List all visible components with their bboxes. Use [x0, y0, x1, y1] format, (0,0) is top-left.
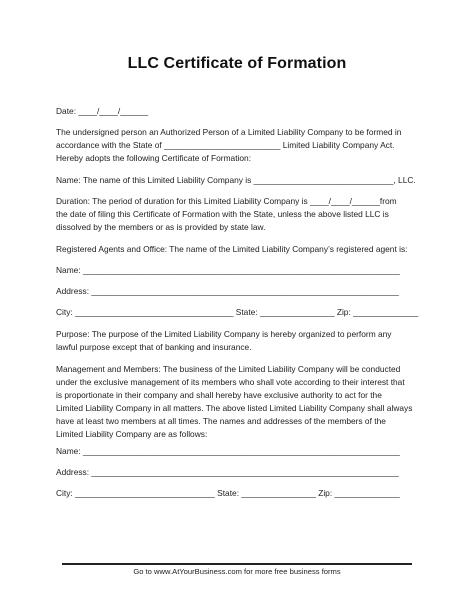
agent-city-state-zip-field: City: __________________________________ State: ________________ Zip: ______________ [56, 307, 419, 317]
agent-name-field: Name: ____________________________________________________________________ [56, 265, 400, 275]
date-line: Date: ____/____/______ [56, 106, 149, 116]
name-clause: Name: The name of this Limited Liability Company is ______________________________, LLC. [56, 175, 416, 185]
purpose-line-2: lawful purpose except that of banking and insurance. [56, 342, 252, 352]
management-line-5: have at least two members at all times. The names and addresses of the members of the [56, 416, 386, 426]
footer-note: Go to www.AtYourBusiness.com for more free business forms [133, 567, 341, 576]
management-line-1: Management and Members: The business of the Limited Liability Company will be conducted [56, 364, 401, 374]
agent-address-field: Address: __________________________________________________________________ [56, 286, 399, 296]
member-address-field: Address: __________________________________________________________________ [56, 467, 399, 477]
intro-line-2: accordance with the State of _________________________ Limited Liability Company Act. [56, 140, 395, 150]
management-line-2: under the exclusive management of its members who shall vote according to their interest that [56, 377, 405, 387]
document-title: LLC Certificate of Formation [127, 55, 347, 72]
footer-divider [62, 563, 412, 565]
duration-line-3: dissolved by the members or as is provided by state law. [56, 222, 266, 232]
member-city-state-zip-field: City: ______________________________ State: ________________ Zip: ______________ [56, 488, 400, 498]
management-line-3: is proportionate in their company and shall hereby have exclusive authority to act for the [56, 390, 382, 400]
duration-line-1: Duration: The period of duration for this Limited Liability Company is ____/____/______from [56, 196, 397, 206]
management-line-4: Limited Liability Company in all matters. The above listed Limited Liability Company shall always [56, 403, 413, 413]
duration-line-2: the date of filing this Certificate of Formation with the State, unless the above listed LLC is [56, 209, 389, 219]
member-name-field: Name: ____________________________________________________________________ [56, 446, 400, 456]
intro-line-1: The undersigned person an Authorized Person of a Limited Liability Company to be formed in [56, 127, 402, 137]
purpose-line-1: Purpose: The purpose of the Limited Liability Company is hereby organized to perform any [56, 329, 392, 339]
intro-line-3: Hereby adopts the following Certificate of Formation: [56, 153, 252, 163]
registered-agent-clause: Registered Agents and Office: The name of the Limited Liability Company’s registered agent is: [56, 244, 408, 254]
management-line-6: Limited Liability Company are as follows: [56, 429, 208, 439]
